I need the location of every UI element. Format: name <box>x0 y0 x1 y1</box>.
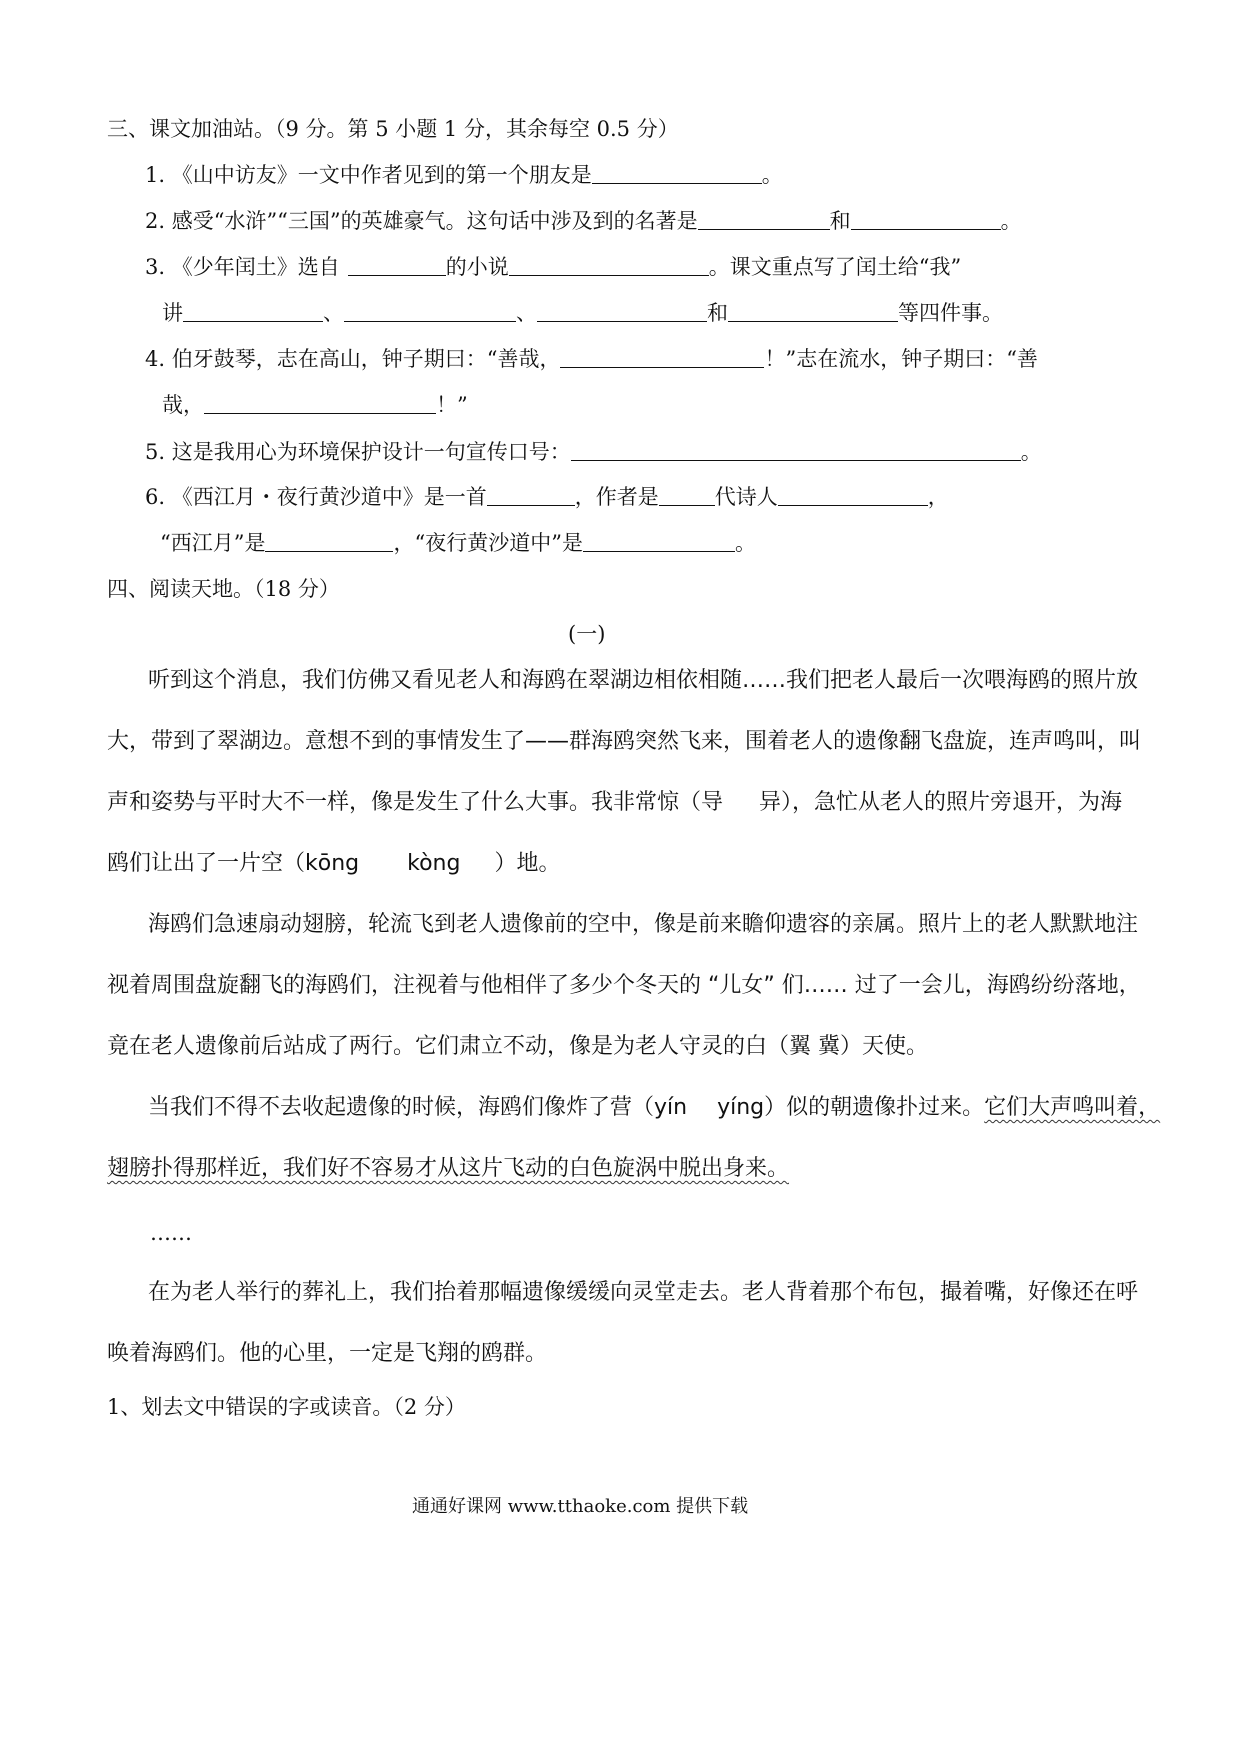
answer-blank[interactable] <box>592 161 762 184</box>
punct: 、 <box>516 301 537 325</box>
passage-ellipsis: …… <box>150 1221 192 1245</box>
question-text: 哉， <box>162 393 204 417</box>
question-3-2 <box>145 206 1022 236</box>
pinyin-option: kōng <box>305 851 360 876</box>
question-text: “西江月”是 <box>160 531 266 555</box>
section-3-heading: 三、课文加油站。（9 分。第 5 小题 1 分，其余每空 0.5 分） <box>107 117 679 141</box>
question-text: ！”志在流水，钟子期曰：“善 <box>764 347 1038 371</box>
answer-blank[interactable] <box>204 391 436 414</box>
answer-blank[interactable] <box>344 299 516 322</box>
reading-question-1: 1、划去文中错误的字或读音。（2 分） <box>107 1395 466 1419</box>
punct: ， <box>927 485 949 509</box>
question-text: 。课文重点写了闰土给“我” <box>708 255 962 279</box>
passage-text: 异），急忙从老人的照片旁退开，为海 <box>759 790 1123 815</box>
question-3-1 <box>145 160 783 190</box>
section-4-heading: 四、阅读天地。（18 分） <box>107 577 340 601</box>
question-text: 6. 《西江月・夜行黄沙道中》是一首 <box>145 485 487 509</box>
question-text: 3. 《少年闰土》选自 <box>145 255 340 279</box>
passage-line: 海鸥们急速扇动翅膀，轮流飞到老人遗像前的空中，像是前来瞻仰遗容的亲属。照片上的老人默默地注 <box>148 912 1139 937</box>
passage-text: 当我们不得不去收起遗像的时候，海鸥们像炸了营（ <box>148 1095 655 1120</box>
passage-line <box>107 849 560 879</box>
question-3-6-line2 <box>160 528 756 558</box>
question-3-3-line1 <box>145 252 961 282</box>
question-text: 代诗人 <box>714 485 778 509</box>
passage-line: 听到这个消息，我们仿佛又看见老人和海鸥在翠湖边相依相随……我们把老人最后一次喂海鸥的照片放 <box>148 668 1139 693</box>
question-3-6-line1 <box>145 482 949 512</box>
passage-text: 声和姿势与平时大不一样，像是发生了什么大事。我非常惊（导 <box>107 790 724 815</box>
question-text: 的小说 <box>445 255 509 279</box>
punct: 、 <box>323 301 344 325</box>
answer-blank[interactable] <box>778 483 928 506</box>
punct: 。 <box>761 163 783 187</box>
passage-line: 唤着海鸥们。他的心里，一定是飞翔的鸥群。 <box>107 1341 548 1366</box>
wavy-underlined-sentence: 它们大声鸣叫着， <box>984 1095 1161 1120</box>
question-3-4-line1 <box>145 344 1038 374</box>
answer-blank[interactable] <box>659 483 715 506</box>
question-text: 讲 <box>162 301 183 325</box>
pinyin-option: kòng <box>407 851 461 876</box>
question-3-3-line2 <box>162 298 1003 328</box>
passage-text: ）似的朝遗像扑过来。 <box>764 1095 985 1120</box>
pinyin-option: yín <box>654 1095 688 1120</box>
footer-watermark: 通通好课网 www.tthaoke.com 提供下载 <box>412 1496 749 1517</box>
question-text: ！” <box>436 393 468 417</box>
answer-blank[interactable] <box>537 299 707 322</box>
answer-blank[interactable] <box>698 207 830 230</box>
question-text: ，“夜行黄沙道中”是 <box>393 531 583 555</box>
passage-line: 大，带到了翠湖边。意想不到的事情发生了——群海鸥突然飞来，围着老人的遗像翻飞盘旋，连声鸣叫，叫 <box>107 729 1142 754</box>
answer-blank[interactable] <box>851 207 1001 230</box>
conjunction: 和 <box>829 209 851 233</box>
punct: 。 <box>734 531 756 555</box>
passage-part-number: (一) <box>568 622 606 646</box>
passage-line: 竟在老人遗像前后站成了两行。它们肃立不动，像是为老人守灵的白（翼 冀）天使。 <box>107 1034 928 1059</box>
answer-blank[interactable] <box>728 299 898 322</box>
question-text: 5. 这是我用心为环境保护设计一句宣传口号： <box>145 440 571 464</box>
passage-line: 在为老人举行的葬礼上，我们抬着那幅遗像缓缓向灵堂走去。老人背着那个布包，撮着嘴，好像还在呼 <box>148 1280 1139 1305</box>
passage-line <box>107 1154 789 1184</box>
passage-line: 视着周围盘旋翻飞的海鸥们，注视着与他相伴了多少个冬天的 “儿女” 们…… 过了一会儿，海鸥纷纷落地， <box>107 973 1141 998</box>
answer-blank[interactable] <box>571 438 1021 461</box>
answer-blank[interactable] <box>560 345 764 368</box>
punct: 。 <box>1020 440 1042 464</box>
passage-text: ）地。 <box>494 851 561 876</box>
question-text: 1. 《山中访友》一文中作者见到的第一个朋友是 <box>145 163 592 187</box>
answer-blank[interactable] <box>509 253 709 276</box>
question-text: 2. 感受“水浒”“三国”的英雄豪气。这句话中涉及到的名著是 <box>145 209 698 233</box>
question-text: ，作者是 <box>574 485 659 509</box>
conjunction: 和 <box>707 301 728 325</box>
punct: 。 <box>1000 209 1022 233</box>
question-text: 4. 伯牙鼓琴，志在高山，钟子期曰：“善哉， <box>145 347 561 371</box>
answer-blank[interactable] <box>583 529 735 552</box>
answer-blank[interactable] <box>183 299 323 322</box>
question-3-5 <box>145 437 1042 467</box>
answer-blank[interactable] <box>265 529 393 552</box>
passage-line <box>107 788 1122 818</box>
passage-text: 鸥们让出了一片空（ <box>107 851 306 876</box>
question-text: 等四件事。 <box>898 301 1003 325</box>
wavy-underlined-sentence: 翅膀扑得那样近，我们好不容易才从这片飞动的白色旋涡中脱出身来。 <box>107 1156 790 1181</box>
answer-blank[interactable] <box>348 253 446 276</box>
passage-line <box>148 1093 1160 1123</box>
question-3-4-line2 <box>162 390 468 420</box>
answer-blank[interactable] <box>487 483 575 506</box>
pinyin-option: yíng <box>717 1095 765 1120</box>
